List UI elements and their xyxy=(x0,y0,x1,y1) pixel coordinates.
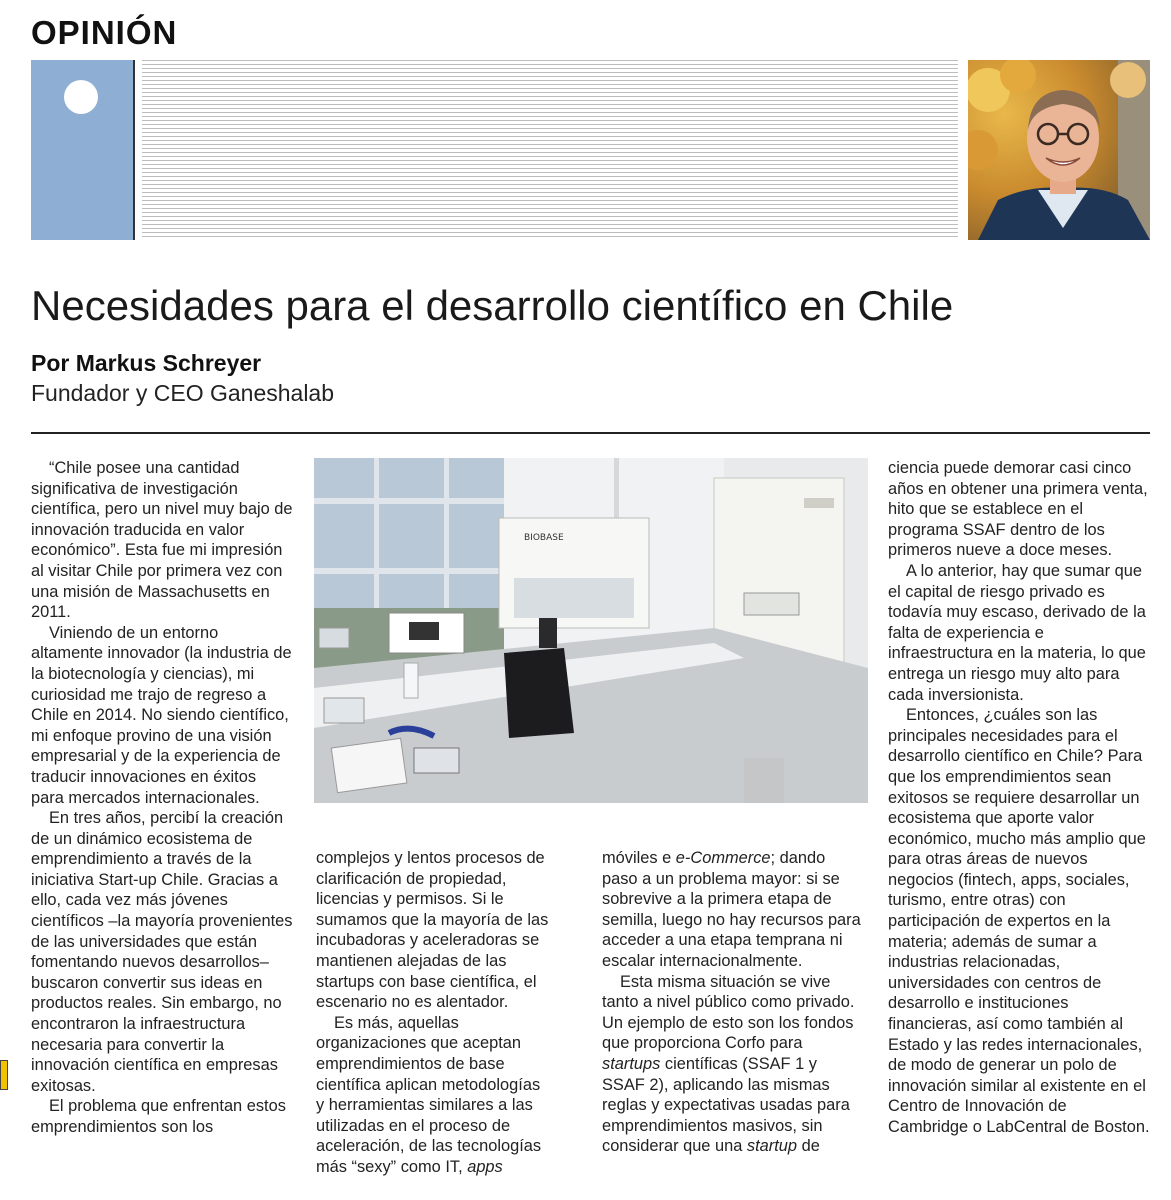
paragraph-text: de xyxy=(801,1137,820,1156)
italic-term: startup xyxy=(746,1137,798,1156)
paragraph-text: Es más, aquellas organizaciones que aceptan emprendimientos de base científica aplican metodologías y herramientas similares a las utilizadas en el proceso de aceleración, de las tecnologías más “sexy” como IT, xyxy=(316,1013,542,1176)
article-column-4 xyxy=(888,458,1150,1138)
paragraph: complejos y lentos procesos de clarificación de propiedad, licencias y permisos. Si le sumamos que la mayoría de las incubadoras y aceleradoras se mantienen alejadas de las startups con base científica, el escenario no es alentador. xyxy=(316,849,549,1012)
paragraph xyxy=(602,972,864,1157)
paragraph-text: móviles e xyxy=(602,849,672,867)
paragraph: “Chile posee una cantidad significativa de investigación científica, pero un nivel muy bajo de innovación traducida en valor económico”. Esta fue mi impresión al visitar Chile por primera vez con una misión de Massachusetts en 2011. xyxy=(31,459,293,622)
article-column-3 xyxy=(602,848,864,1157)
section-label: OPINIÓN xyxy=(31,14,178,51)
italic-term: e-Commerce xyxy=(675,849,771,867)
cabinet-brand-label: BIOBASE xyxy=(524,533,564,543)
italic-term: startups xyxy=(602,1054,661,1073)
article-column-1 xyxy=(31,458,293,1138)
paragraph xyxy=(602,848,864,972)
paragraph: A lo anterior, hay que sumar que el capital de riesgo privado es todavía muy escaso, derivado de la falta de experiencia e infraestructura en la materia, lo que entrega un riesgo muy alto para cada inversionista. xyxy=(888,561,1146,704)
author-role: Fundador y CEO Ganeshalab xyxy=(31,380,335,406)
divider xyxy=(31,432,1150,434)
headline: Necesidades para el desarrollo científico en Chile xyxy=(31,282,954,329)
paragraph-text: ; dando paso a un problema mayor: si se sobrevive a la primera etapa de semilla, luego no hay recursos para acceder a una etapa temprana ni escalar internacionalmente. xyxy=(602,849,861,970)
paragraph: Entonces, ¿cuáles son las principales necesidades para el desarrollo científico en Chile? Para que los emprendimientos sean exitosos se requiere desarrollar un ecosistema que aporte valor económico, mucho más amplio que para otras áreas de nuevos negocios (fintech, apps, sociales, turismo, entre otras) con participación de expertos en la materia; además de sumar a industrias relacionadas, universidades con centros de desarrollo e instituciones financieras, así como también al Estado y las redes internacionales, de modo de generar un polo de innovación similar al existente en el Centro de Innovación de Cambridge o LabCentral de Boston. xyxy=(888,706,1150,1136)
italic-term: apps xyxy=(467,1157,503,1176)
author-name: Por Markus Schreyer xyxy=(31,350,262,376)
paragraph xyxy=(316,1013,552,1178)
lab-photo xyxy=(314,458,868,803)
paragraph: En tres años, percibí la creación de un dinámico ecosistema de emprendimiento a través de la iniciativa Start-up Chile. Gracias a ello, cada vez más jóvenes científicos –la mayoría provenientes de las universidades que están fomentando nuevos desarrollos– buscaron convertir sus ideas en productos reales. Sin embargo, no encontraron la infraestructura necesaria para convertir la innovación científica en empresas exitosas. xyxy=(31,809,293,1095)
paragraph: El problema que enfrentan estos emprendimientos son los xyxy=(31,1097,286,1136)
paragraph: ciencia puede demorar casi cinco años en obtener una primera venta, hito que se establece en el programa SSAF dentro de los primeros nueve a doce meses. xyxy=(888,459,1148,560)
paragraph: Viniendo de un entorno altamente innovador (la industria de la biotecnología y ciencias), mi curiosidad me trajo de regreso a Chile en 2014. No siendo científico, mi enfoque provino de una visión empresarial y de la experiencia de traducir innovaciones en éxitos para mercados internacionales. xyxy=(31,623,292,807)
paragraph-text: científicas (SSAF 1 y SSAF 2), aplicando las mismas reglas y expectativas usadas para emprendimientos masivos, sin considerar que una xyxy=(602,1054,850,1156)
decorative-stripes xyxy=(142,60,958,240)
article-column-2 xyxy=(316,848,552,1178)
page-edge-marker xyxy=(0,1060,8,1090)
paragraph-text: Esta misma situación se vive tanto a nivel público como privado. Un ejemplo de esto son los fondos que proporciona Corfo para xyxy=(602,972,855,1053)
circle-icon xyxy=(64,80,98,114)
author-portrait xyxy=(968,60,1150,240)
section-color-block xyxy=(31,60,135,240)
